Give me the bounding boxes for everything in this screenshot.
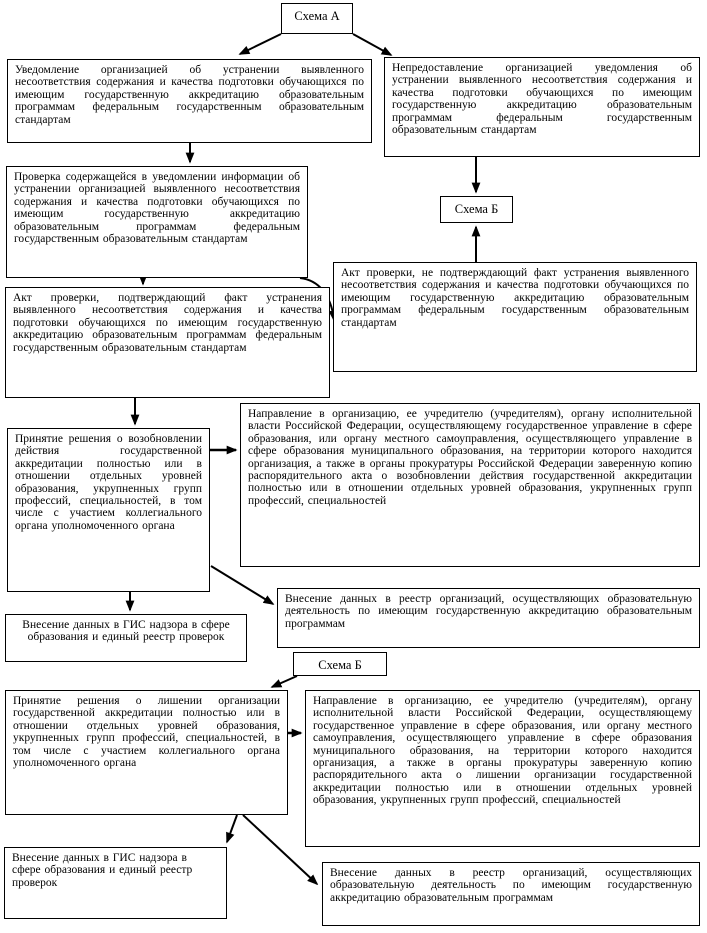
gis-entry-2-text: Внесение данных в ГИС надзора в сфере образования и единый реестр проверок <box>12 852 193 889</box>
act-not-confirming-box <box>333 262 697 372</box>
gis-entry-2-box <box>4 847 227 919</box>
scheme-b-label-box-1 <box>440 196 513 223</box>
gis-entry-1-text: Внесение данных в ГИС надзора в сфере образования и единый реестр проверок <box>22 619 230 644</box>
registry-entry-2-text: Внесение данных в реестр организаций, осуществляющих образовательную деятельность по имеющим государственную аккредитацию образовательным программам <box>330 867 692 904</box>
notification-box <box>7 59 372 143</box>
registry-entry-1-box <box>277 588 700 648</box>
arrow-scheme-a-to-notification <box>240 34 281 54</box>
arrow-decision-resume-to-registry-entry-1 <box>211 566 273 604</box>
arrow-scheme-b-2-to-decision-deprive <box>272 676 297 687</box>
gis-entry-1-box <box>5 614 247 662</box>
scheme-b-label-1: Схема Б <box>454 202 499 216</box>
send-deprive-box <box>305 690 700 847</box>
act-confirming-text: Акт проверки, подтверждающий факт устранения выявленного несоответствия содержания и качества подготовки обучающихся по имеющим государственную аккредитацию образовательным программам федеральным государственным образовательным стандартам <box>13 292 322 354</box>
act-confirming-box <box>5 287 330 398</box>
verification-box <box>6 166 308 278</box>
scheme-a-label-box <box>281 3 353 34</box>
act-not-confirming-text: Акт проверки, не подтверждающий факт устранения выявленного несоответствия содержания и качества подготовки обучающихся по имеющим государственную аккредитацию образовательным программам федеральным государственным образовательным стандартам <box>341 267 689 329</box>
registry-entry-2-box <box>322 862 700 926</box>
scheme-b-label-2: Схема Б <box>318 658 362 672</box>
non-provision-text: Непредоставление организацией уведомления об устранении выявленного несоответствия содержания и качества подготовки обучающихся по имеющим государственную аккредитацию образовательным программам федеральным государственным образовательным стандартам <box>392 62 692 137</box>
scheme-a-label: Схема А <box>294 9 340 23</box>
notification-text: Уведомление организацией об устранении выявленного несоответствия содержания и качества подготовки обучающихся по имеющим государственную аккредитацию образовательным программам федеральным государственным образовательным стандартам <box>15 64 364 126</box>
decision-deprive-text: Принятие решения о лишении организации государственной аккредитации полностью или в отношении отдельных уровней образования, укрупненных групп профессий, специальностей, в том числе с участием коллегиального органа уполномоченного органа <box>13 695 280 770</box>
send-resume-text: Направление в организацию, ее учредителю (учредителям), органу исполнительной власти Российской Федерации, осуществляющему государственное управление в сфере образования, или органу местного самоуправления, осуществляющего управление в сфере образования муниципального образования, на территории которого находится организация, а также в органы прокуратуры Российской Федерации заверенную копию распорядительного акта о возобновлении действия государственной аккредитации полностью или в отношении отдельных уровней образования, укрупненных групп профессий, специальностей <box>248 408 692 507</box>
decision-resume-text: Принятие решения о возобновлении действия государственной аккредитации полностью или в отношении отдельных уровней образования, укрупненных групп профессий, специальностей, в том числе с участием коллегиального органа уполномоченного органа <box>15 433 202 532</box>
arrow-scheme-a-to-non-provision <box>353 34 391 55</box>
scheme-b-label-box-2 <box>293 652 387 676</box>
send-resume-box <box>240 403 700 567</box>
non-provision-box <box>384 57 700 157</box>
send-deprive-text: Направление в организацию, ее учредителю (учредителям), органу исполнительной власти Российской Федерации, осуществляющему государственное управление в сфере образования, или органу местного самоуправления, осуществляющего управление в сфере образования муниципального образования, на территории которого находится организация, а также в органы прокуратуры заверенную копию распорядительного акта о лишении организации государственной аккредитации полностью или в отношении отдельных уровней образования, укрупненных групп профессий, специальностей <box>313 695 692 807</box>
verification-text: Проверка содержащейся в уведомлении информации об устранении организацией выявленного несоответствия содержания и качества подготовки обучающихся по имеющим государственную аккредитацию образовательным программам федеральным государственным образовательным стандартам <box>14 171 300 246</box>
decision-resume-box <box>7 428 210 592</box>
arrow-decision-deprive-to-gis-entry-2 <box>227 815 237 842</box>
registry-entry-1-text: Внесение данных в реестр организаций, осуществляющих образовательную деятельность по имеющим государственную аккредитацию образовательным программам <box>285 593 692 630</box>
decision-deprive-box <box>5 690 288 815</box>
